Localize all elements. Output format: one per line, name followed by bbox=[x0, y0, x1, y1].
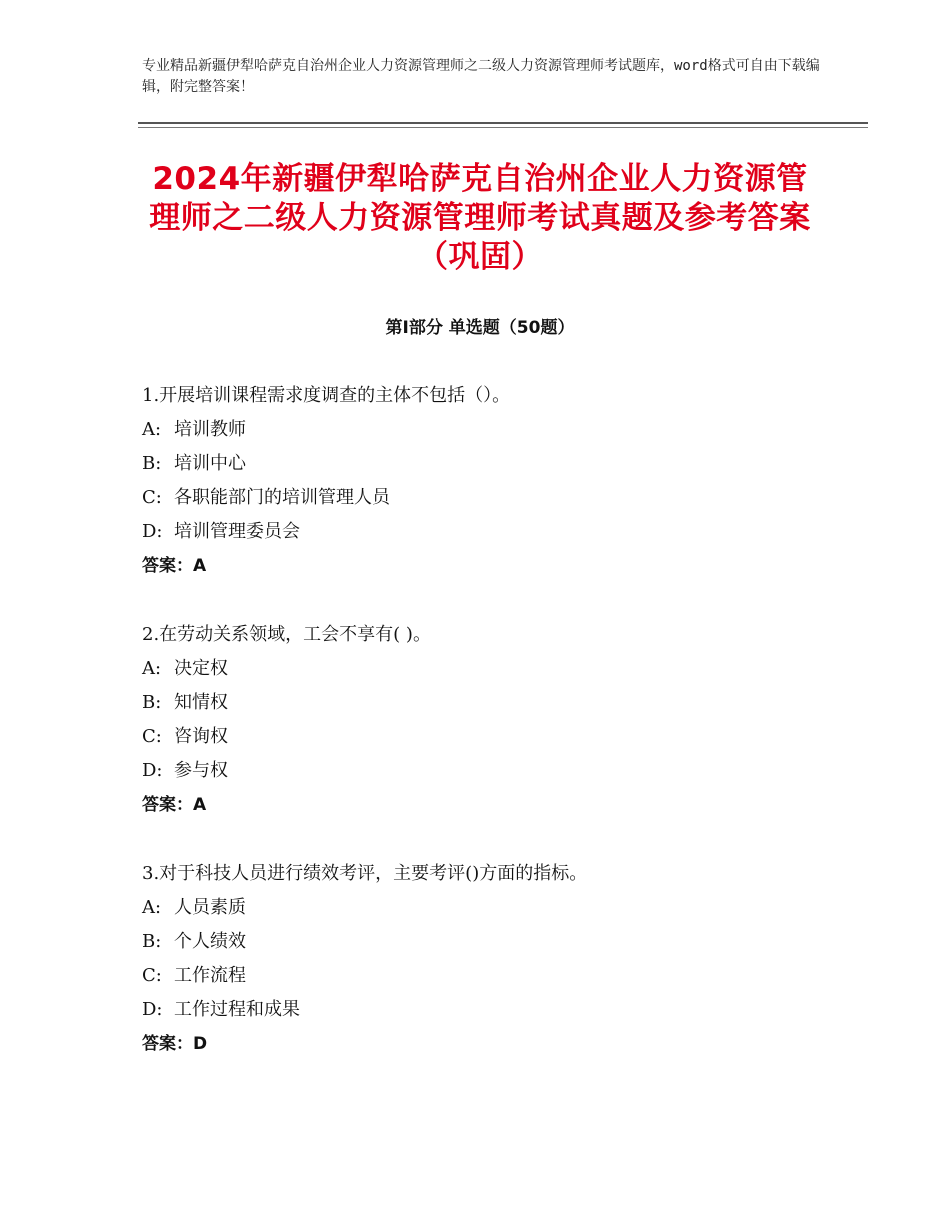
option-letter: C: bbox=[142, 965, 162, 986]
option-letter: A: bbox=[142, 897, 162, 918]
option-text: 工作流程 bbox=[174, 965, 246, 986]
option-letter: A: bbox=[142, 419, 162, 440]
question-1 bbox=[142, 379, 842, 583]
option-letter: C: bbox=[142, 726, 162, 747]
option-letter: D: bbox=[142, 999, 163, 1020]
option-a bbox=[142, 652, 842, 686]
option-letter: B: bbox=[142, 453, 162, 474]
option-text: 知情权 bbox=[174, 692, 228, 713]
answer-line: 答案：A bbox=[142, 795, 207, 815]
question-2 bbox=[142, 618, 842, 822]
option-text: 培训中心 bbox=[174, 453, 246, 474]
option-letter: B: bbox=[142, 692, 162, 713]
document-title: 2024年新疆伊犁哈萨克自治州企业人力资源管理师之二级人力资源管理师考试真题及参考答案（巩固） bbox=[149, 161, 811, 275]
option-letter: A: bbox=[142, 658, 162, 679]
option-letter: C: bbox=[142, 487, 162, 508]
option-b bbox=[142, 925, 842, 959]
question-stem: 3.对于科技人员进行绩效考评，主要考评()方面的指标。 bbox=[142, 863, 588, 884]
option-text: 各职能部门的培训管理人员 bbox=[174, 487, 390, 508]
option-text: 人员素质 bbox=[174, 897, 246, 918]
option-letter: D: bbox=[142, 760, 163, 781]
option-text: 工作过程和成果 bbox=[174, 999, 300, 1020]
question-stem: 1.开展培训课程需求度调查的主体不包括（）。 bbox=[142, 385, 511, 406]
header-divider-thick bbox=[138, 122, 868, 124]
answer-line: 答案：D bbox=[142, 1034, 208, 1054]
option-letter: D: bbox=[142, 521, 163, 542]
header-divider-thin bbox=[138, 127, 868, 128]
option-b bbox=[142, 686, 842, 720]
option-b bbox=[142, 447, 842, 481]
option-d bbox=[142, 754, 842, 788]
option-text: 参与权 bbox=[174, 760, 228, 781]
option-text: 个人绩效 bbox=[174, 931, 246, 952]
option-d bbox=[142, 993, 842, 1027]
option-c bbox=[142, 959, 842, 993]
section-heading: 第Ⅰ部分 单选题（50题） bbox=[385, 318, 575, 338]
option-text: 培训教师 bbox=[174, 419, 246, 440]
answer-line: 答案：A bbox=[142, 556, 207, 576]
option-text: 咨询权 bbox=[174, 726, 228, 747]
option-text: 决定权 bbox=[174, 658, 228, 679]
header-note: 专业精品新疆伊犁哈萨克自治州企业人力资源管理师之二级人力资源管理师考试题库，word格式可自由下载编辑，附完整答案！ bbox=[142, 58, 820, 95]
option-letter: B: bbox=[142, 931, 162, 952]
option-text: 培训管理委员会 bbox=[174, 521, 300, 542]
question-stem: 2.在劳动关系领域，工会不享有( )。 bbox=[142, 624, 431, 645]
option-a bbox=[142, 413, 842, 447]
option-d bbox=[142, 515, 842, 549]
option-c bbox=[142, 720, 842, 754]
option-c bbox=[142, 481, 842, 515]
option-a bbox=[142, 891, 842, 925]
question-3 bbox=[142, 857, 842, 1061]
